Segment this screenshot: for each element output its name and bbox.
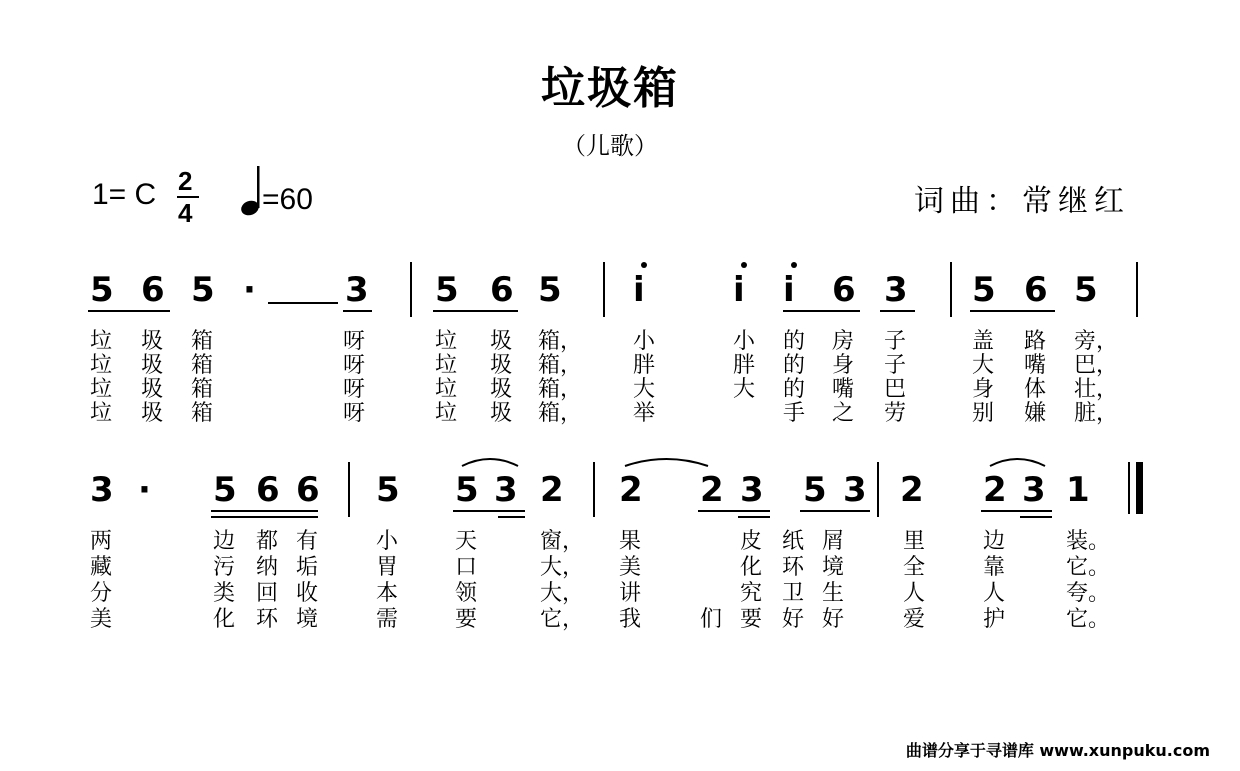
lyric-char: 胖	[733, 353, 756, 378]
underline	[1020, 516, 1052, 518]
note: i	[633, 270, 645, 310]
lyric-char: 胃	[376, 555, 399, 580]
underline	[433, 310, 518, 312]
lyric-char: 圾	[490, 329, 513, 354]
lyric-char: 大，	[540, 581, 585, 606]
lyric-char: 纸	[782, 529, 805, 554]
lyric-char: 巴	[884, 377, 907, 402]
lyric-char: 两	[90, 529, 113, 554]
lyric-char: 类	[213, 581, 236, 606]
sustain-line	[268, 302, 338, 304]
lyric-char: 呀	[343, 377, 366, 402]
lyric-char: 呀	[343, 353, 366, 378]
lyric-char: 藏	[90, 555, 113, 580]
note: 5	[191, 270, 215, 310]
tempo-value: =60	[262, 183, 313, 216]
underline	[343, 310, 372, 312]
lyric-char: 垃	[90, 377, 113, 402]
lyric-char: 箱，	[538, 329, 583, 354]
lyric-char: 它。	[1066, 607, 1111, 632]
lyric-char: 收	[296, 581, 319, 606]
barline	[603, 262, 605, 317]
composer-credit: 词曲：常继红	[914, 184, 1130, 219]
note: 5	[455, 470, 479, 510]
lyric-char: 大	[972, 353, 995, 378]
lyric-char: 口	[455, 555, 478, 580]
lyric-char: 果	[619, 529, 642, 554]
underline	[211, 510, 318, 512]
lyric-char: 要	[740, 607, 763, 632]
lyric-char: 环	[782, 555, 805, 580]
note: ·	[138, 470, 151, 510]
lyric-char: 有	[296, 529, 319, 554]
lyric-char: 边	[213, 529, 236, 554]
lyric-char: 旁，	[1074, 329, 1119, 354]
note: ·	[243, 270, 256, 310]
lyric-char: 里	[903, 529, 926, 554]
lyric-char: 美	[619, 555, 642, 580]
lyric-char: 皮	[740, 529, 763, 554]
watermark-text: 曲谱分享于寻谱库 www.xunpuku.com	[905, 741, 1210, 760]
lyric-char: 小	[633, 329, 656, 354]
note: 5	[90, 270, 114, 310]
lyric-char: 呀	[343, 401, 366, 426]
lyric-char: 我	[619, 607, 642, 632]
underline	[738, 516, 770, 518]
barline	[877, 462, 879, 517]
song-subtitle: （儿歌）	[562, 132, 658, 160]
lyric-char: 圾	[490, 377, 513, 402]
lyric-char: 垃	[90, 353, 113, 378]
lyric-char: 窗，	[540, 529, 585, 554]
note: 3	[345, 270, 369, 310]
lyric-char: 路	[1024, 329, 1047, 354]
note: 2	[700, 470, 724, 510]
note: 3	[884, 270, 908, 310]
lyric-char: 屑	[822, 529, 845, 554]
lyric-char: 好	[822, 607, 845, 632]
lyric-char: 劳	[884, 401, 907, 426]
lyric-char: 生	[822, 581, 845, 606]
lyric-char: 小	[733, 329, 756, 354]
lyric-char: 体	[1024, 377, 1047, 402]
lyric-char: 垃	[435, 401, 458, 426]
lyric-char: 箱	[191, 377, 214, 402]
lyric-char: 箱，	[538, 377, 583, 402]
lyric-char: 好	[782, 607, 805, 632]
lyric-char: 境	[822, 555, 845, 580]
lyric-char: 都	[256, 529, 279, 554]
lyric-char: 举	[633, 401, 656, 426]
note: i	[733, 270, 745, 310]
high-octave-dot	[791, 262, 797, 268]
lyric-char: 呀	[343, 329, 366, 354]
lyric-char: 垃	[435, 353, 458, 378]
lyric-char: 之	[832, 401, 855, 426]
note: 6	[141, 270, 165, 310]
lyric-char: 胖	[633, 353, 656, 378]
lyric-char: 大	[733, 377, 756, 402]
lyric-char: 垢	[296, 555, 319, 580]
lyric-char: 人	[903, 581, 926, 606]
lyric-char: 圾	[141, 353, 164, 378]
note: 5	[213, 470, 237, 510]
lyric-char: 小	[376, 529, 399, 554]
note: 5	[376, 470, 400, 510]
note: 1	[1066, 470, 1090, 510]
lyric-char: 箱，	[538, 353, 583, 378]
lyric-char: 箱，	[538, 401, 583, 426]
lyric-char: 装。	[1066, 529, 1111, 554]
lyric-char: 讲	[619, 581, 642, 606]
note: 6	[490, 270, 514, 310]
lyric-char: 嘴	[832, 377, 855, 402]
note: 6	[296, 470, 320, 510]
note: 3	[90, 470, 114, 510]
lyric-char: 边	[983, 529, 1006, 554]
lyric-char: 垃	[435, 329, 458, 354]
lyric-char: 子	[884, 329, 907, 354]
lyric-char: 圾	[141, 401, 164, 426]
high-octave-dot	[741, 262, 747, 268]
note: 5	[1074, 270, 1098, 310]
lyric-char: 巴，	[1074, 353, 1119, 378]
lyric-char: 大	[633, 377, 656, 402]
lyric-char: 身	[972, 377, 995, 402]
note: 5	[972, 270, 996, 310]
lyric-char: 垃	[90, 401, 113, 426]
lyric-char: 圾	[141, 329, 164, 354]
final-barline-thin	[1128, 462, 1130, 514]
lyric-char: 全	[903, 555, 926, 580]
underline	[88, 310, 170, 312]
lyric-char: 身	[832, 353, 855, 378]
barline	[410, 262, 412, 317]
lyric-char: 嫌	[1024, 401, 1047, 426]
lyric-char: 靠	[983, 555, 1006, 580]
lyric-char: 美	[90, 607, 113, 632]
lyric-char: 大，	[540, 555, 585, 580]
lyric-char: 壮，	[1074, 377, 1119, 402]
lyric-char: 领	[455, 581, 478, 606]
note: 3	[1022, 470, 1046, 510]
note: 3	[494, 470, 518, 510]
underline	[880, 310, 915, 312]
lyric-char: 箱	[191, 401, 214, 426]
lyric-char: 圾	[141, 377, 164, 402]
lyric-char: 护	[983, 607, 1006, 632]
time-signature-top: 2	[178, 166, 193, 196]
lyric-char: 的	[783, 377, 806, 402]
lyric-char: 它，	[540, 607, 585, 632]
underline	[783, 310, 860, 312]
time-signature-bottom: 4	[178, 198, 193, 228]
lyric-char: 卫	[782, 581, 805, 606]
key-signature: 1= C	[92, 178, 157, 211]
lyric-char: 境	[296, 607, 319, 632]
slur-arc	[990, 459, 1045, 466]
barline	[950, 262, 952, 317]
note: 2	[900, 470, 924, 510]
note: 6	[256, 470, 280, 510]
lyric-char: 环	[256, 607, 279, 632]
lyric-char: 化	[740, 555, 763, 580]
underline	[698, 510, 770, 512]
lyric-char: 箱	[191, 353, 214, 378]
lyric-char: 人	[983, 581, 1006, 606]
lyric-char: 化	[213, 607, 236, 632]
lyric-char: 纳	[256, 555, 279, 580]
lyric-char: 手	[783, 401, 806, 426]
lyric-char: 圾	[490, 353, 513, 378]
slur-arc	[462, 459, 518, 466]
song-title: 垃圾箱	[541, 63, 679, 114]
lyric-char: 垃	[90, 329, 113, 354]
barline	[593, 462, 595, 517]
final-barline-thick	[1136, 462, 1143, 514]
lyric-char: 爱	[903, 607, 926, 632]
note: 2	[619, 470, 643, 510]
lyric-char: 房	[832, 329, 855, 354]
note: 6	[1024, 270, 1048, 310]
lyric-char: 们	[700, 607, 723, 632]
underline	[800, 510, 870, 512]
lyric-char: 本	[376, 581, 399, 606]
note: 2	[540, 470, 564, 510]
lyric-char: 它。	[1066, 555, 1111, 580]
lyric-char: 垃	[435, 377, 458, 402]
note: 6	[832, 270, 856, 310]
lyric-char: 的	[783, 329, 806, 354]
lyric-char: 盖	[972, 329, 995, 354]
note: 5	[803, 470, 827, 510]
barline	[348, 462, 350, 517]
underline	[981, 510, 1052, 512]
lyric-char: 分	[90, 581, 113, 606]
note: i	[783, 270, 795, 310]
note: 2	[983, 470, 1007, 510]
lyric-char: 脏，	[1074, 401, 1119, 426]
lyric-char: 需	[376, 607, 399, 632]
barline	[1136, 262, 1138, 317]
lyric-char: 的	[783, 353, 806, 378]
high-octave-dot	[641, 262, 647, 268]
underline	[498, 516, 525, 518]
note: 3	[740, 470, 764, 510]
note: 3	[843, 470, 867, 510]
lyric-char: 圾	[490, 401, 513, 426]
note: 5	[538, 270, 562, 310]
underline	[211, 516, 318, 518]
note: 5	[435, 270, 459, 310]
lyric-char: 究	[740, 581, 763, 606]
lyric-char: 要	[455, 607, 478, 632]
lyric-char: 箱	[191, 329, 214, 354]
lyric-char: 夸。	[1066, 581, 1111, 606]
lyric-char: 子	[884, 353, 907, 378]
slur-arc	[625, 459, 708, 466]
lyric-char: 污	[213, 555, 236, 580]
lyric-char: 别	[972, 401, 995, 426]
lyric-char: 回	[256, 581, 279, 606]
underline	[970, 310, 1055, 312]
lyric-char: 天	[455, 529, 478, 554]
underline	[453, 510, 525, 512]
lyric-char: 嘴	[1024, 353, 1047, 378]
